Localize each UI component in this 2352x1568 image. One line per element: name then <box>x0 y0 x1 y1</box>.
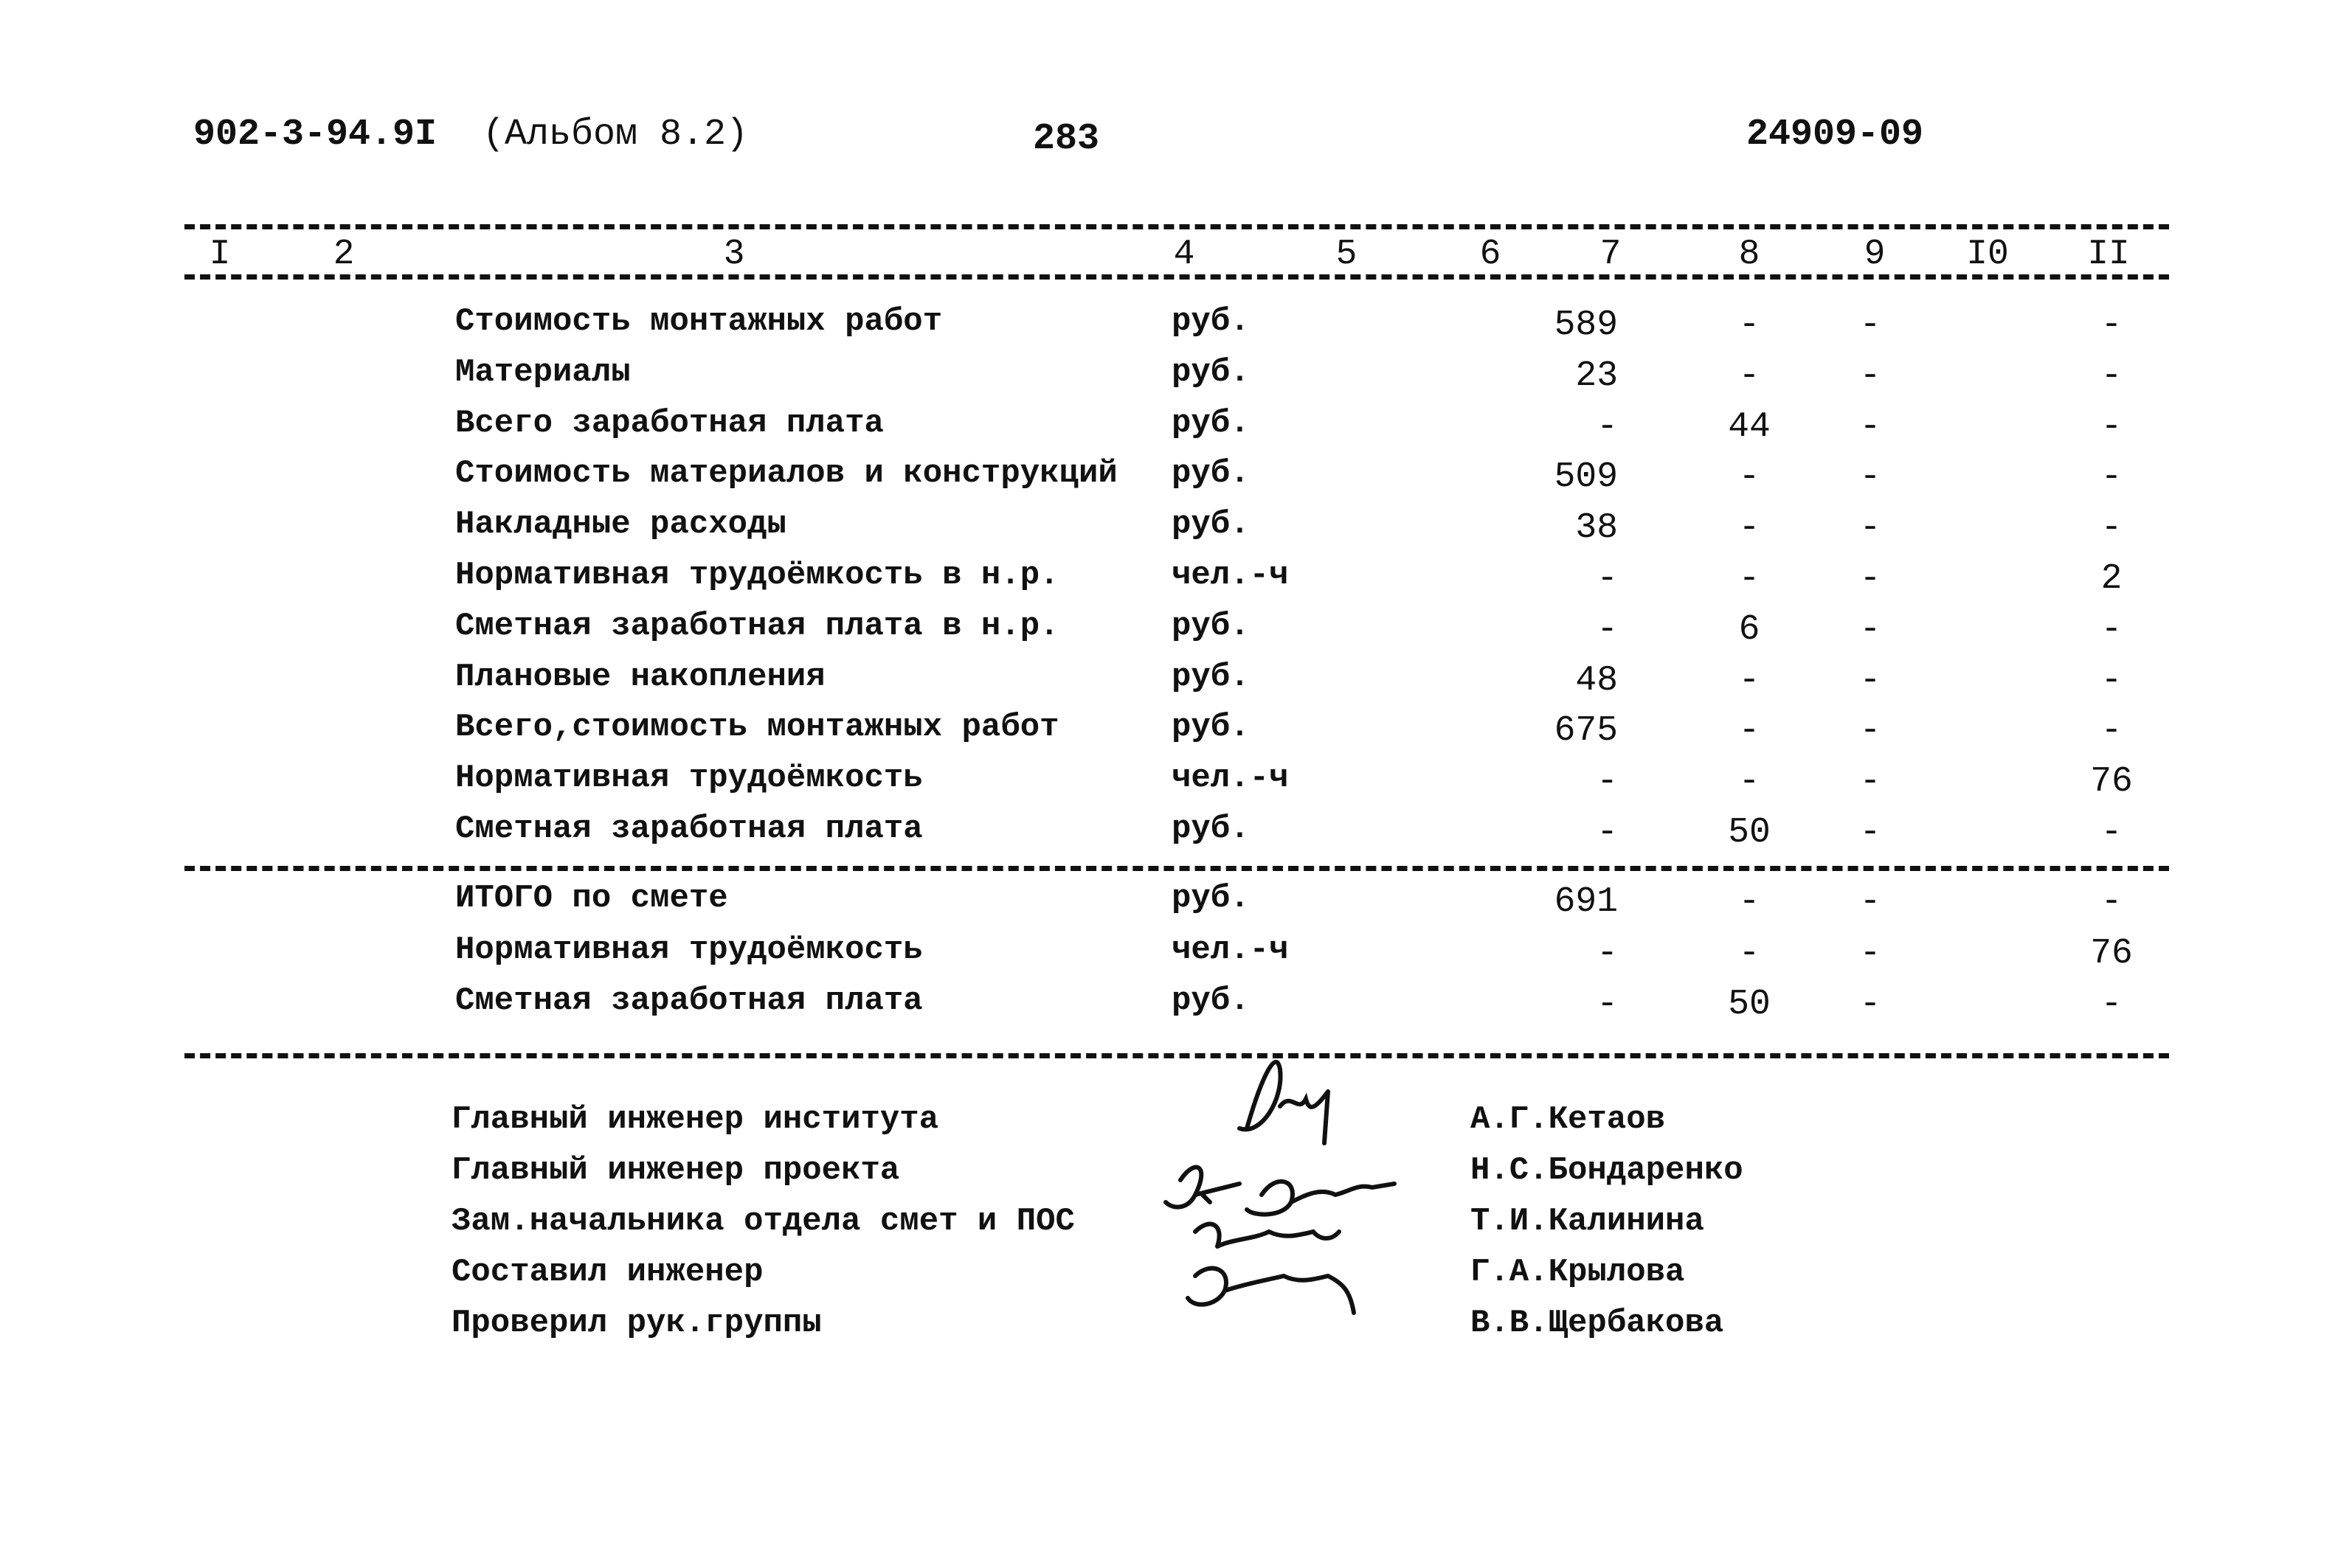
col9-value: - <box>1859 508 1881 549</box>
row-label: Нормативная трудоёмкость в н.р. <box>455 557 1059 594</box>
column-header-1: I <box>209 235 231 274</box>
col11-value: - <box>2100 711 2123 752</box>
column-header-2: 2 <box>333 235 355 274</box>
col9-value: - <box>1859 813 1881 853</box>
row-label: Сметная заработная плата <box>455 982 923 1019</box>
col7-value: - <box>1597 762 1618 802</box>
col11-value: - <box>2100 609 2123 650</box>
column-header-3: 3 <box>723 235 745 274</box>
col9-value: - <box>1859 882 1881 922</box>
col11-value: - <box>2100 305 2123 345</box>
unit-cell: руб. <box>1172 811 1250 847</box>
col8-value: - <box>1738 933 1760 974</box>
col7-value: - <box>1597 559 1618 599</box>
col11-value: - <box>2100 508 2123 549</box>
col11-value: - <box>2100 406 2123 447</box>
col8-value: 44 <box>1728 406 1771 447</box>
unit-cell: руб. <box>1172 404 1250 442</box>
signatory-role: Проверил рук.группы <box>452 1305 822 1342</box>
row-label: Всего,стоимость монтажных работ <box>455 709 1059 746</box>
row-label: Материалы <box>455 353 631 391</box>
row-label: Накладные расходы <box>455 506 786 544</box>
signatory-role: Составил инженер <box>452 1254 764 1291</box>
col11-value: - <box>2100 355 2123 396</box>
col7-value: 691 <box>1554 882 1618 922</box>
unit-cell: руб. <box>1172 658 1250 695</box>
column-header-10: I0 <box>1966 235 2009 274</box>
col11-value: - <box>2100 985 2123 1024</box>
col11-value: - <box>2100 813 2123 853</box>
unit-cell: руб. <box>1172 506 1250 544</box>
col7-value: 589 <box>1554 305 1618 345</box>
document-code: 902-3-94.9I <box>193 114 437 156</box>
col8-value: - <box>1738 762 1760 802</box>
album-label: (Альбом 8.2) <box>482 114 749 156</box>
col7-value: - <box>1597 813 1618 853</box>
col9-value: - <box>1859 406 1881 447</box>
col9-value: - <box>1859 305 1881 345</box>
col11-value: - <box>2100 457 2123 498</box>
col7-value: 675 <box>1554 711 1618 752</box>
column-header-8: 8 <box>1738 235 1760 274</box>
col8-value: - <box>1738 508 1760 549</box>
col9-value: - <box>1859 933 1881 974</box>
col8-value: - <box>1738 660 1760 701</box>
unit-cell: руб. <box>1172 353 1250 391</box>
col8-value: 50 <box>1728 985 1771 1024</box>
col8-value: 50 <box>1728 813 1771 853</box>
col7-value: 23 <box>1575 355 1618 396</box>
col11-value: - <box>2100 660 2123 701</box>
unit-cell: руб. <box>1172 303 1250 340</box>
column-header-4: 4 <box>1173 235 1195 274</box>
row-label: ИТОГО по смете <box>455 880 728 917</box>
col9-value: - <box>1859 559 1881 599</box>
col11-value: - <box>2100 882 2123 922</box>
row-label: Стоимость монтажных работ <box>455 303 943 340</box>
col9-value: - <box>1859 711 1881 752</box>
unit-cell: руб. <box>1172 607 1250 645</box>
signatory-name: Т.И.Калинина <box>1470 1203 1704 1240</box>
col8-value: 6 <box>1738 609 1760 650</box>
col7-value: 509 <box>1554 457 1618 498</box>
page-number: 283 <box>1033 118 1100 160</box>
col11-value: 76 <box>2090 933 2133 974</box>
unit-cell: руб. <box>1172 880 1250 917</box>
signatory-role: Главный инженер проекта <box>452 1152 900 1189</box>
unit-cell: руб. <box>1172 982 1250 1019</box>
column-header-6: 6 <box>1479 235 1501 274</box>
col7-value: - <box>1597 933 1618 974</box>
signatory-name: Н.С.Бондаренко <box>1470 1152 1743 1189</box>
column-header-11: II <box>2087 235 2130 274</box>
col8-value: - <box>1738 882 1760 922</box>
unit-cell: чел.-ч <box>1172 931 1289 968</box>
row-label: Плановые накопления <box>455 658 826 695</box>
col7-value: 38 <box>1575 508 1618 549</box>
row-label: Нормативная трудоёмкость <box>455 931 923 968</box>
unit-cell: чел.-ч <box>1172 557 1289 594</box>
column-header-7: 7 <box>1599 235 1622 274</box>
column-header-9: 9 <box>1864 235 1886 274</box>
unit-cell: руб. <box>1172 709 1250 746</box>
row-label: Сметная заработная плата в н.р. <box>455 607 1059 645</box>
col7-value: - <box>1597 985 1618 1024</box>
column-header-5: 5 <box>1335 235 1357 274</box>
col7-value: 48 <box>1575 660 1618 701</box>
col8-value: - <box>1738 457 1760 498</box>
col9-value: - <box>1859 985 1881 1024</box>
table-top-divider <box>184 224 2169 229</box>
signatory-role: Главный инженер института <box>452 1101 939 1138</box>
row-label: Сметная заработная плата <box>455 811 923 847</box>
signatory-name: В.В.Щербакова <box>1470 1305 1724 1342</box>
signatory-name: А.Г.Кетаов <box>1470 1101 1666 1138</box>
col8-value: - <box>1738 711 1760 752</box>
handwritten-signatures <box>1151 1047 1431 1357</box>
unit-cell: руб. <box>1172 455 1250 493</box>
unit-cell: чел.-ч <box>1172 760 1289 797</box>
table-header-divider <box>184 274 2169 280</box>
col9-value: - <box>1859 762 1881 802</box>
signatory-role: Зам.начальника отдела смет и ПОС <box>452 1203 1075 1240</box>
totals-divider <box>184 866 2169 871</box>
col9-value: - <box>1859 609 1881 650</box>
document-number: 24909-09 <box>1746 114 1924 156</box>
col9-value: - <box>1859 660 1881 701</box>
col9-value: - <box>1859 355 1881 396</box>
row-label: Всего заработная плата <box>455 404 884 442</box>
col8-value: - <box>1738 559 1760 599</box>
col7-value: - <box>1597 406 1618 447</box>
col8-value: - <box>1738 305 1760 345</box>
row-label: Нормативная трудоёмкость <box>455 760 923 797</box>
col8-value: - <box>1738 355 1760 396</box>
col7-value: - <box>1597 609 1618 650</box>
col11-value: 76 <box>2090 762 2133 802</box>
col9-value: - <box>1859 457 1881 498</box>
signatory-name: Г.А.Крылова <box>1470 1254 1685 1291</box>
col11-value: 2 <box>2100 559 2123 599</box>
row-label: Стоимость материалов и конструкций <box>455 455 1118 493</box>
